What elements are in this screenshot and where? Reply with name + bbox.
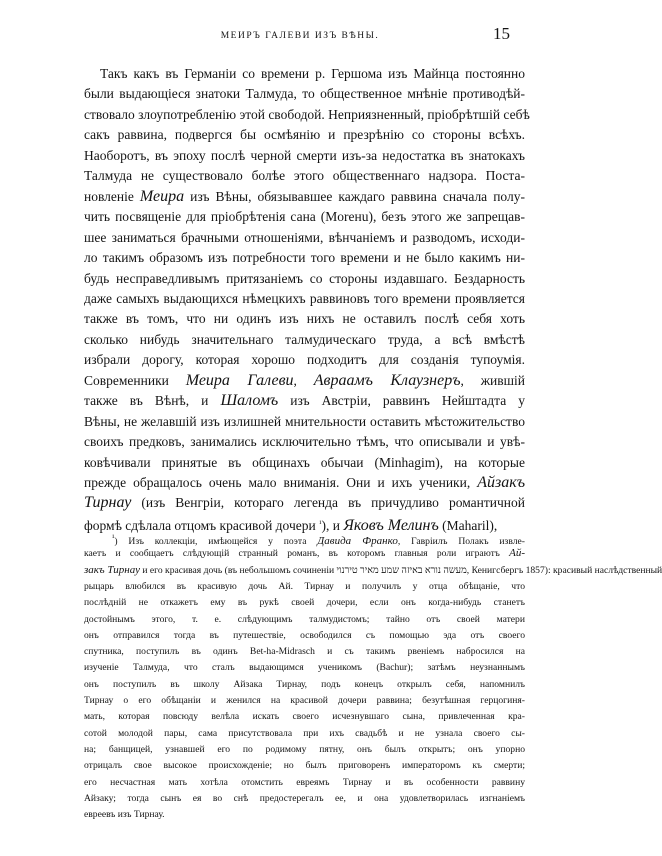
italic-name: закъ Тирнау <box>84 563 140 576</box>
text-run: рыцарь влюбился въ красивую дочь Ай. Тирнау и получилъ у отца обѣщаніе, что <box>84 580 525 592</box>
italic-name: Яковъ Мелинъ <box>343 516 439 534</box>
text-run: Современники <box>84 372 186 388</box>
text-run: мать, которая повсюду велѣла искать своего исчезнувшаго сына, привлеченная кра- <box>84 711 525 723</box>
text-run: онъ отправился тогда въ путешествіе, освободился съ помощью эда отъ своего <box>84 629 525 641</box>
body-line <box>84 330 525 349</box>
italic-name: Айзакъ <box>477 474 525 491</box>
text-run: , жившій <box>460 372 526 388</box>
text-run: евреевъ изъ Тирнау. <box>84 809 165 821</box>
text-run: достойнымъ этого, т. е. слѣдующимъ талмудистомъ; тайно отъ своей матери <box>84 613 525 625</box>
text-run: сакъ раввина, подвергся бы осмѣянію и презрѣнію со стороны всѣхъ. <box>84 127 525 143</box>
body-line <box>84 105 530 124</box>
italic-name: Тирнау <box>84 494 132 512</box>
text-run: будь несправедливымъ притязаніемъ со стороны издавшаго. Бездарность <box>84 270 525 286</box>
text-run: изученіе Талмуда, что сталъ выдающимся ученикомъ (Bachur); затѣмъ неузнаннымъ <box>84 662 525 674</box>
footnote-line <box>84 644 525 659</box>
text-run: его несчастная мать хотѣла отомстить евреямъ Тирнау и въ особенности раввину <box>84 776 525 788</box>
footnote-line <box>84 709 525 724</box>
footnote-line <box>84 791 525 806</box>
text-run: Такъ какъ въ Германіи со времени р. Гершома изъ Майнца постоянно <box>100 66 525 81</box>
body-line <box>84 228 525 247</box>
body-line <box>84 84 525 103</box>
text-run: отрицалъ свое высокое происхожденіе; но былъ приговоренъ императоромъ къ смерти; <box>84 760 525 772</box>
footnote-line <box>84 595 525 610</box>
body-line <box>84 146 525 165</box>
body-line <box>84 207 525 226</box>
footnote-line <box>84 742 525 757</box>
text-run: послѣдній не откажетъ ему въ рукѣ своей дочери, если онъ когда-нибудь станетъ <box>84 597 525 609</box>
text-run: изъ Вѣны, обязывавшее каждаго раввина сначала полу- <box>184 188 525 204</box>
text-run: ковѣчивали принятые въ общинахъ обычаи (Minhagim), на которые <box>84 454 525 470</box>
footnote-line <box>112 530 525 545</box>
text-run: Айзаку; тогда сынъ ея во снѣ предостерегалъ ее, и она удовлетворилась изгнаніемъ <box>84 792 525 804</box>
body-line <box>84 248 525 267</box>
body-line <box>100 64 525 83</box>
text-run: новленіе <box>84 188 140 204</box>
text-run: спутника, поступилъ въ одинъ Bet-ha-Midrasch и съ такимъ рвеніемъ набросился на <box>84 646 525 658</box>
text-run: , Гавріилъ Полакъ извле- <box>397 536 525 547</box>
text-run: Талмуда не существовало болѣе этого общественнаго надзора. Поста- <box>84 168 525 184</box>
text-run: , <box>293 372 314 388</box>
body-line <box>84 453 525 472</box>
footnote-line <box>84 726 525 741</box>
text-run: на; банщицей, узнавшей его по родимому пятну, онъ былъ открытъ; онъ упорно <box>84 743 525 755</box>
footnote-line <box>84 579 525 594</box>
footnote-marker: ¹ <box>112 533 115 542</box>
body-line <box>84 350 525 369</box>
running-head: МЕИРЪ ГАЛЕВИ ИЗЪ ВѢНЫ. <box>220 31 380 41</box>
text-run: прежде обращалось очень мало вниманія. Они и ихъ ученики, <box>84 475 478 490</box>
footnote-line <box>84 775 525 790</box>
italic-name: Меира Галеви <box>185 371 294 389</box>
body-line <box>84 391 525 410</box>
text-run: ) Изъ коллекціи, имѣющейся у поэта <box>114 536 318 547</box>
text-run: также въ Вѣнѣ, и <box>84 393 221 409</box>
footnote-line <box>84 693 525 708</box>
body-line <box>84 269 525 288</box>
italic-name: Шаломъ <box>220 392 279 410</box>
footnote-line <box>84 677 525 692</box>
body-line <box>84 473 525 492</box>
body-line <box>84 187 525 206</box>
footnote-line <box>84 612 525 627</box>
body-line <box>84 166 525 185</box>
text-run: сколько нибудь значительнаго талмудическаго труда, а всѣ вмѣстѣ <box>84 331 525 347</box>
body-line <box>84 289 525 308</box>
text-run: ), и <box>321 517 344 533</box>
body-line <box>84 493 525 512</box>
text-run: были выдающіеся знатоки Талмуда, то общественное мнѣніе противодѣй- <box>84 86 525 102</box>
footnote-line <box>84 758 525 773</box>
text-run: (Maharil), <box>438 517 498 533</box>
footnote-line <box>84 660 525 675</box>
body-line <box>84 432 525 451</box>
text-run: Тирнау о его обѣщаніи и женился на красивой дочери раввина; безутѣшная герцогиня- <box>84 695 525 706</box>
footnote-line <box>84 807 525 822</box>
italic-name: Авраамъ Клаузнеръ <box>313 371 461 389</box>
text-run: онъ поступилъ въ школу Айзака Тирнау, подъ конецъ открылъ себя, напомнилъ <box>84 678 525 690</box>
body-line <box>84 371 525 390</box>
text-run: מאיר טירנוי, Кенигсбергъ 1857): красивый наслѣдственный <box>336 564 662 576</box>
text-run: чить посвященіе для пріобрѣтенія сана (Moreнu), безъ этого же запрещав- <box>84 209 525 225</box>
text-run: (изъ Венгріи, котораго легенда въ причудливо романтичной <box>131 495 525 511</box>
text-run: шее заниматься брачными отношеніями, вѣнчаніемъ и разводомъ, исходи- <box>84 229 525 245</box>
body-line <box>84 412 525 431</box>
italic-name: Ай- <box>509 547 525 560</box>
text-run: формѣ сдѣлала отцомъ красивой дочери <box>84 517 320 533</box>
text-run: своихъ предковъ, занимались исключительно тѣмъ, что описывали и увѣ- <box>84 434 525 450</box>
italic-name: Меира <box>139 187 185 205</box>
footnote-line <box>84 563 662 578</box>
text-run: Вѣны, не желавшій изъ излишней мнительности оставить мѣстожительство <box>84 413 525 429</box>
body-line <box>84 309 525 328</box>
text-run: каетъ и сообщаетъ слѣдующій странный романъ, въ которомъ главныя роли играютъ <box>84 548 510 560</box>
text-run: ствовало злоупотребленію этой свободой. Неприязненный, пріобрѣтшій себѣ <box>84 106 530 122</box>
footnote-line <box>84 628 525 643</box>
text-run: даже самыхъ выдающихся нѣмецкихъ раввиновъ того времени проявляется <box>84 290 525 306</box>
text-run: также въ томъ, что ни одинъ изъ нихъ не оставилъ послѣ себя хоть <box>84 311 525 327</box>
text-run: избрали дорогу, которая хорошо подходитъ для созданія тупоумія. <box>84 352 525 368</box>
italic-name: Давида Франко <box>317 535 398 547</box>
text-run: и его красивая дочь (въ небольшомъ сочиненіи מעשה נורא באיזה שמע <box>139 564 467 576</box>
footnote-line <box>84 546 525 561</box>
text-run: сотой молодой пары, сама присутствовала при ихъ свадьбѣ и не узнала своего сы- <box>84 727 525 739</box>
page-number: 15 <box>493 24 510 43</box>
text-run: Наоборотъ, въ эпоху послѣ черной смерти изъ-за недостатка въ знатокахъ <box>84 147 525 163</box>
body-line <box>84 125 525 144</box>
footnote-marker: ¹ <box>319 518 322 528</box>
text-run: изъ Австріи, раввинъ Нейштадта у <box>278 393 525 409</box>
text-run: ло такимъ образомъ изъ потребности того времени и не было какимъ ни- <box>84 250 525 266</box>
